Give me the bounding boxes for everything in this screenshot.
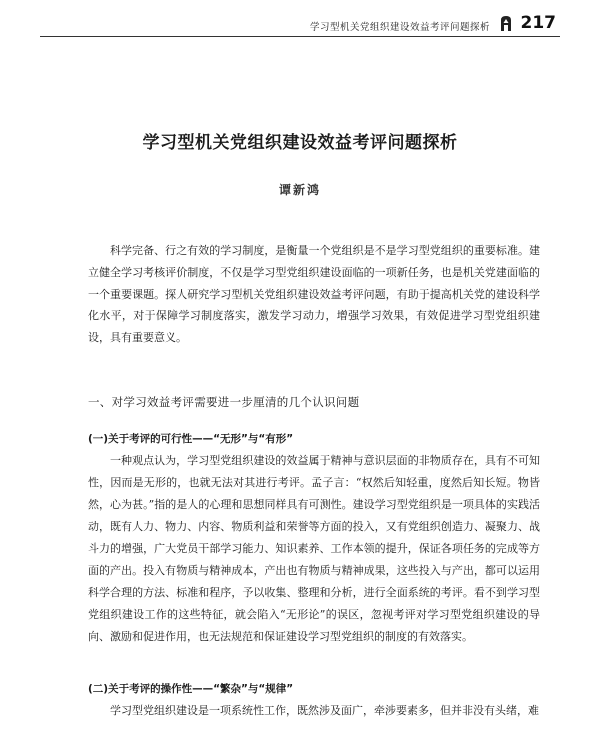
header-divider bbox=[40, 36, 560, 37]
page-number: 217 bbox=[520, 13, 556, 33]
running-header bbox=[40, 12, 560, 38]
article-title: 学习型机关党组织建设效益考评问题探析 bbox=[142, 133, 458, 153]
running-title: 学习型机关党组织建设效益考评问题探析 bbox=[309, 22, 490, 33]
section-heading: 一、对学习效益考评需要进一步厘清的几个认识问题 bbox=[88, 395, 360, 409]
subsection-body-1: 一种观点认为，学习型党组织建设的效益属于精神与意识层面的非物质存在，具有不可知性，因而是无形的，也就无法对其进行考评。孟子言：“权然后知轻重，度然后知长短。物皆然，心为甚。”指的是人的心理和思想同样具有可测性。建设学习型党组织是一项具体的实践活动，既有人力、物力、内容、物质利益和荣誉等方面的投入，又有党组织创造力、凝聚力、战斗力的增强，广大党员干部学习能力、知识素养、工作本领的提升，保证各项任务的完成等方面的产出。投入有物质与精神成本，产出也有物质与精神成果，这些投入与产出，都可以运用科学合理的方法、标准和程序，予以收集、整理和分析，进行全面系统的考评。看不到学习型党组织建设工作的这些特征，就会陷入“无形论”的误区，忽视考评对学习型党组织建设的导向、激励和促进作用，也无法规范和保证建设学习型党组织的制度的有效落实。 bbox=[88, 454, 540, 643]
journal-logo-icon bbox=[498, 14, 514, 32]
subsection-body-2: 学习型党组织建设是一项系统性工作，既然涉及面广，牵涉要素多，但并非没有头绪，难 bbox=[110, 704, 539, 717]
abstract-paragraph: 科学完备、行之有效的学习制度，是衡量一个党组织是不是学习型党组织的重要标准。建立健全学习考核评价制度，不仅是学习型党组织建设面临的一项新任务，也是机关党建面临的一个重要课题。探人研究学习型机关党组织建设效益考评问题，有助于提高机关党的建设科学化水平，对于保障学习制度落实，激发学习动力，增强学习效果，有效促进学习型党组织建设，具有重要意义。 bbox=[88, 244, 540, 345]
article-author: 谭新鸿 bbox=[278, 183, 321, 197]
subsection-heading-2: (二)关于考评的操作性——“繁杂”与“规律” bbox=[88, 683, 294, 695]
subsection-heading-1: (一)关于考评的可行性——“无形”与“有形” bbox=[88, 433, 294, 445]
